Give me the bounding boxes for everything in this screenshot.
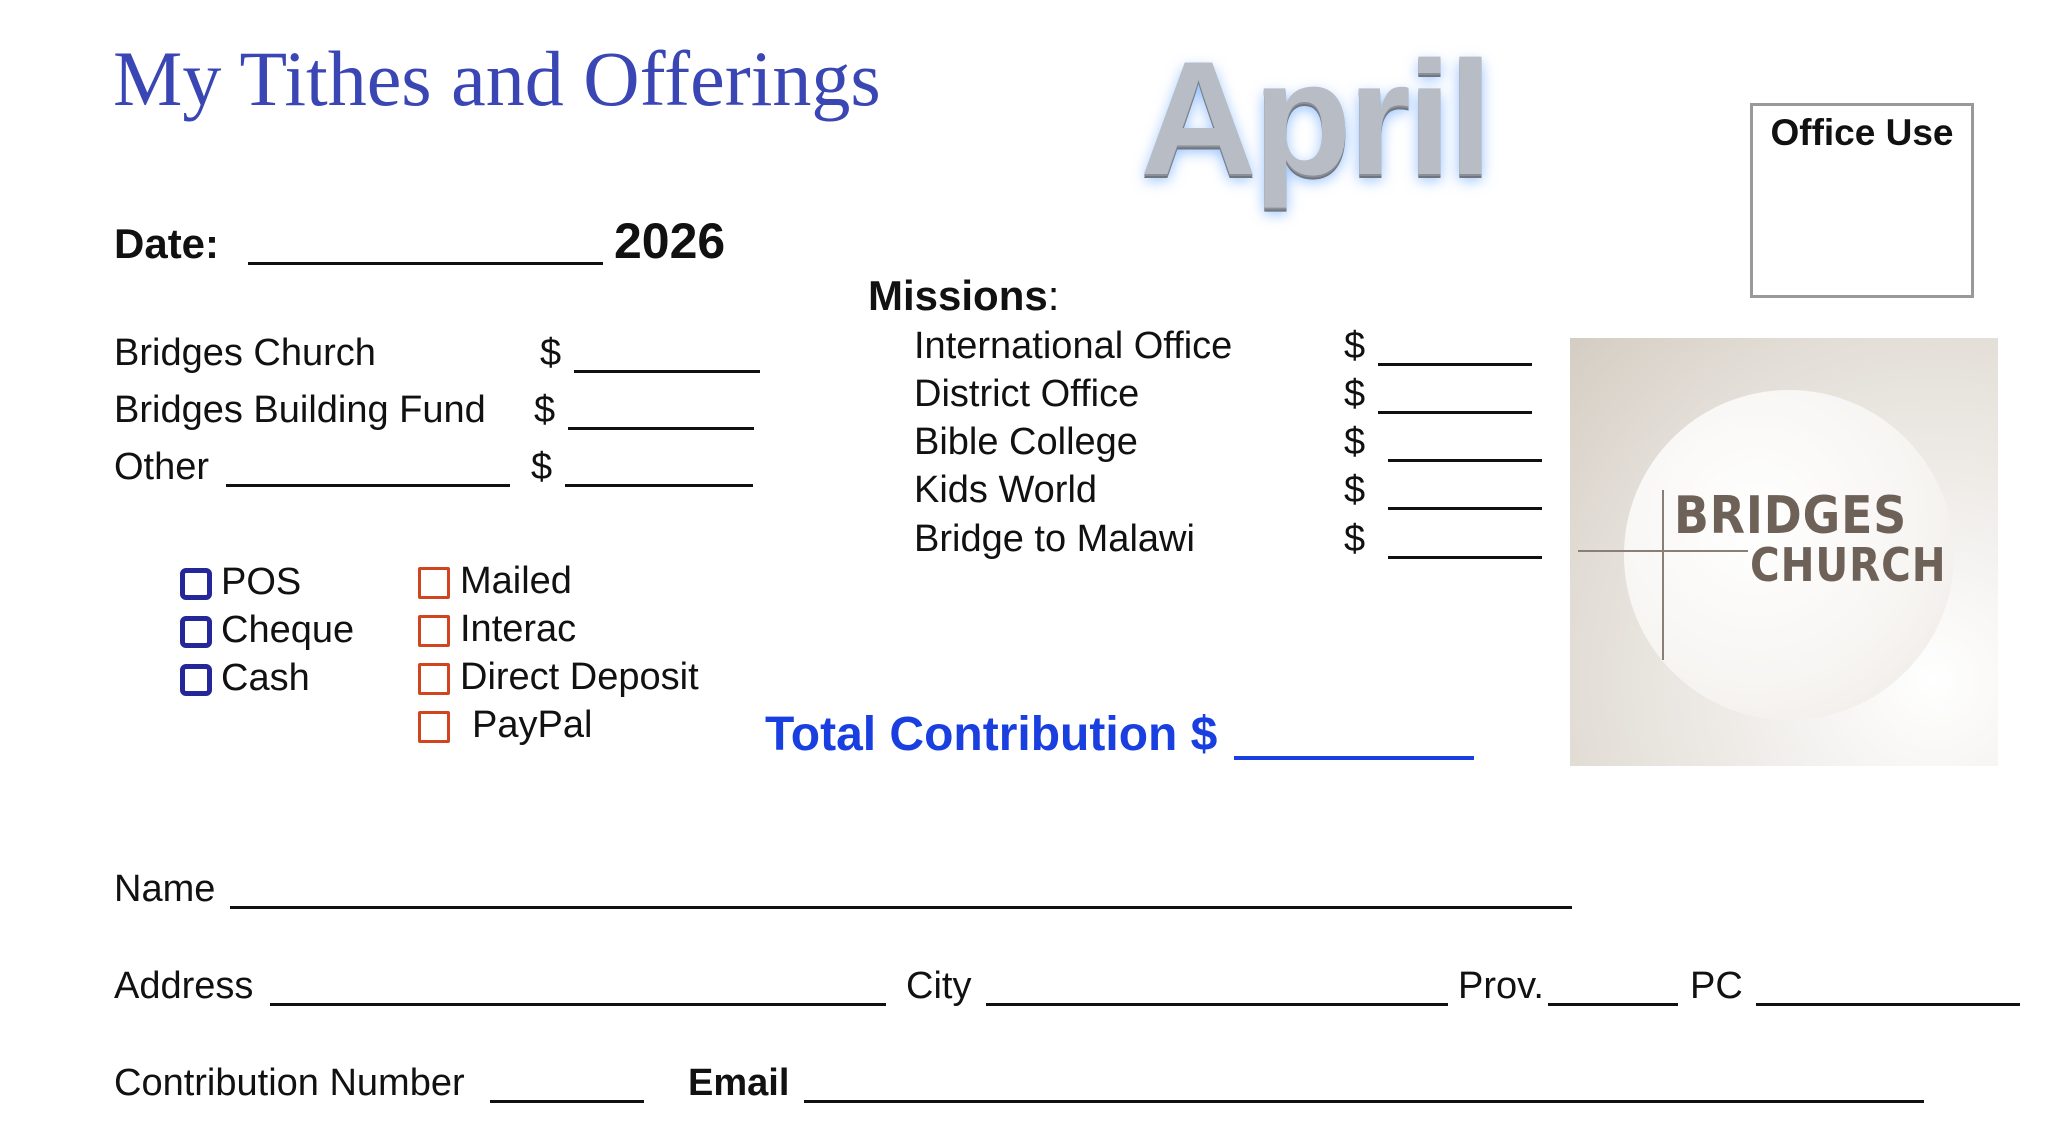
payment-label-mailed: Mailed bbox=[460, 560, 572, 602]
city-field[interactable] bbox=[986, 1003, 1448, 1006]
checkbox-interac[interactable] bbox=[418, 615, 450, 647]
logo-text-church: CHURCH bbox=[1750, 538, 1947, 592]
dollar-sign: $ bbox=[1344, 469, 1366, 511]
postal-code-field[interactable] bbox=[1756, 1003, 2020, 1006]
dollar-sign: $ bbox=[540, 332, 562, 374]
amount-field-bible-college[interactable] bbox=[1388, 459, 1542, 462]
amount-field-international-office[interactable] bbox=[1378, 363, 1532, 366]
dollar-sign: $ bbox=[534, 389, 556, 431]
checkbox-mailed[interactable] bbox=[418, 567, 450, 599]
fund-label-other: Other bbox=[114, 446, 210, 488]
bridges-church-logo bbox=[1570, 338, 1998, 766]
checkbox-direct-deposit[interactable] bbox=[418, 663, 450, 695]
city-label: City bbox=[906, 965, 972, 1007]
payment-label-cash: Cash bbox=[221, 657, 310, 699]
address-label: Address bbox=[114, 965, 254, 1007]
checkbox-paypal[interactable] bbox=[418, 711, 450, 743]
amount-field-kids-world[interactable] bbox=[1388, 507, 1542, 510]
date-label: Date: bbox=[114, 220, 220, 267]
dollar-sign: $ bbox=[1344, 325, 1366, 367]
month-heading: April bbox=[1140, 28, 1490, 209]
fund-label-bridges-church: Bridges Church bbox=[114, 332, 376, 374]
payment-label-interac: Interac bbox=[460, 608, 577, 650]
name-field[interactable] bbox=[230, 906, 1572, 909]
mission-label-district-office: District Office bbox=[914, 373, 1140, 415]
payment-label-pos: POS bbox=[221, 561, 302, 603]
amount-field-bridge-to-malawi[interactable] bbox=[1388, 556, 1542, 559]
mission-label-bridge-to-malawi: Bridge to Malawi bbox=[914, 518, 1195, 560]
payment-label-direct-deposit: Direct Deposit bbox=[460, 656, 699, 698]
prov-label: Prov. bbox=[1458, 965, 1544, 1007]
checkbox-pos[interactable] bbox=[180, 568, 212, 600]
logo-text-bridges: BRIDGES bbox=[1674, 486, 1908, 546]
mission-label-kids-world: Kids World bbox=[914, 469, 1098, 511]
dollar-sign: $ bbox=[1344, 518, 1366, 560]
total-contribution-field[interactable] bbox=[1234, 756, 1474, 760]
dollar-sign: $ bbox=[1344, 421, 1366, 463]
pc-label: PC bbox=[1690, 965, 1743, 1007]
total-contribution-label: Total Contribution $ bbox=[765, 708, 1218, 761]
mission-label-international-office: International Office bbox=[914, 325, 1233, 367]
missions-heading-label: Missions bbox=[868, 272, 1048, 319]
address-field[interactable] bbox=[270, 1003, 886, 1006]
checkbox-cash[interactable] bbox=[180, 664, 212, 696]
date-year: 2026 bbox=[614, 213, 726, 269]
contribution-number-field[interactable] bbox=[490, 1100, 644, 1103]
email-label: Email bbox=[688, 1062, 790, 1104]
checkbox-cheque[interactable] bbox=[180, 616, 212, 648]
amount-field-bridges-church[interactable] bbox=[574, 370, 760, 373]
logo-cross-vertical bbox=[1662, 490, 1664, 660]
missions-colon: : bbox=[1047, 272, 1060, 319]
amount-field-building-fund[interactable] bbox=[568, 427, 754, 430]
dollar-sign: $ bbox=[531, 446, 553, 488]
office-use-label: Office Use bbox=[1770, 112, 1954, 153]
email-field[interactable] bbox=[804, 1100, 1924, 1103]
payment-label-paypal: PayPal bbox=[472, 704, 593, 746]
other-description-field[interactable] bbox=[226, 484, 510, 487]
fund-label-building-fund: Bridges Building Fund bbox=[114, 389, 486, 431]
prov-field[interactable] bbox=[1548, 1003, 1678, 1006]
mission-label-bible-college: Bible College bbox=[914, 421, 1138, 463]
amount-field-other[interactable] bbox=[565, 484, 753, 487]
office-use-box bbox=[1750, 103, 1974, 298]
date-field[interactable] bbox=[248, 262, 603, 265]
logo-cross-horizontal bbox=[1578, 550, 1748, 552]
payment-label-cheque: Cheque bbox=[221, 609, 355, 651]
contribution-number-label: Contribution Number bbox=[114, 1062, 465, 1104]
dollar-sign: $ bbox=[1344, 373, 1366, 415]
form-title: My Tithes and Offerings bbox=[113, 35, 881, 122]
missions-heading bbox=[868, 272, 1059, 320]
name-label: Name bbox=[114, 868, 216, 910]
amount-field-district-office[interactable] bbox=[1378, 411, 1532, 414]
